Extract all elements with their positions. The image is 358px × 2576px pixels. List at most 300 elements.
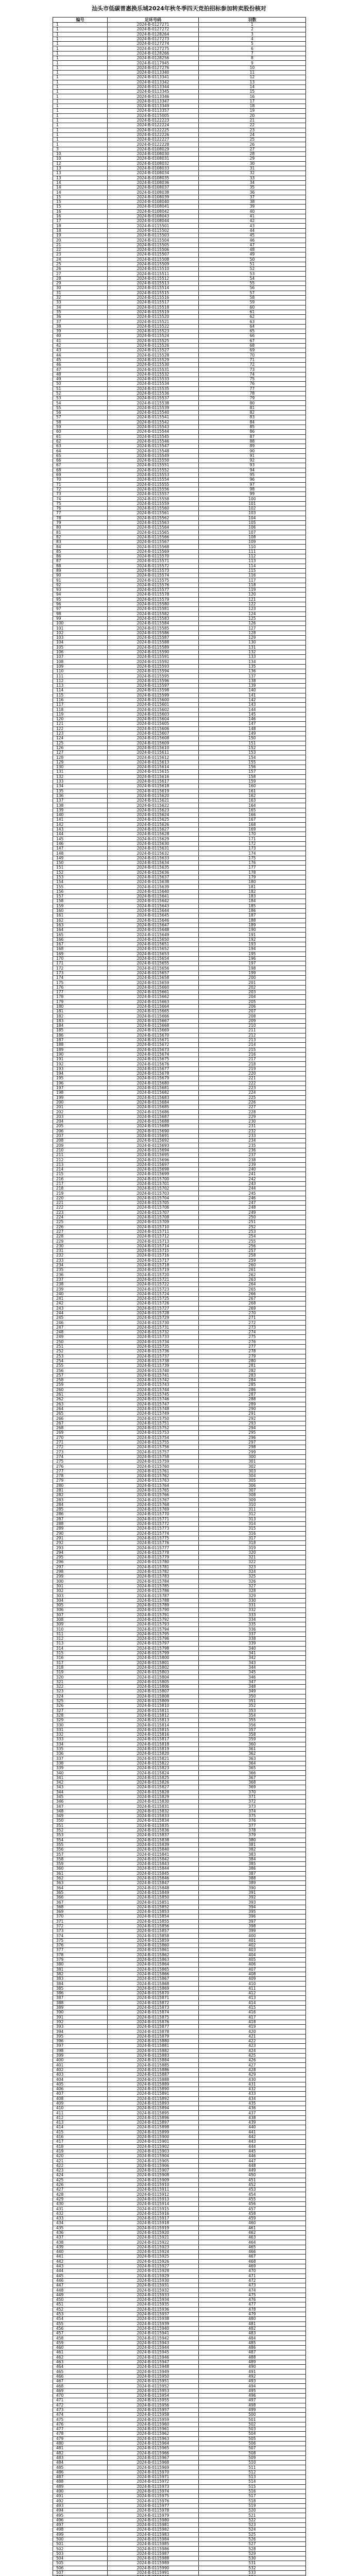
cell-count: 414 — [199, 2001, 306, 2005]
table-row — [53, 1675, 306, 1680]
cell-ring-number: 2024-B-0115881 — [108, 2044, 199, 2048]
cell-id: 386 — [53, 1991, 108, 1996]
cell-count: 25 — [199, 138, 306, 142]
cell-count: 175 — [199, 856, 306, 860]
table-row — [53, 1972, 306, 1976]
cell-id: 191 — [53, 1057, 108, 1062]
table-row — [53, 731, 306, 736]
cell-id: 438 — [53, 2240, 108, 2245]
cell-id: 446 — [53, 2278, 108, 2283]
cell-ring-number: 2024-B-0115935 — [108, 2302, 199, 2307]
cell-count: 511 — [199, 2465, 306, 2470]
cell-count: 162 — [199, 793, 306, 798]
cell-id: 1 — [53, 104, 108, 109]
cell-ring-number: 2024-B-0122224 — [108, 123, 199, 128]
cell-ring-number: 2024-B-0115525 — [108, 338, 199, 343]
cell-ring-number: 2024-B-0115877 — [108, 2025, 199, 2029]
cell-id: 109 — [53, 664, 108, 669]
cell-count: 33 — [199, 176, 306, 180]
cell-id: 114 — [53, 688, 108, 693]
table-row — [53, 846, 306, 851]
table-row — [53, 252, 306, 257]
cell-count: 411 — [199, 1986, 306, 1991]
table-row — [53, 1991, 306, 1996]
table-row — [53, 2134, 306, 2139]
cell-id: 499 — [53, 2532, 108, 2537]
table-row — [53, 650, 306, 654]
cell-id: 75 — [53, 501, 108, 506]
cell-ring-number: 2024-B-0115724 — [108, 1292, 199, 1296]
table-row — [53, 1129, 306, 1133]
cell-count: 465 — [199, 2245, 306, 2249]
cell-id: 15 — [53, 205, 108, 209]
cell-id: 434 — [53, 2221, 108, 2226]
cell-ring-number: 2024-B-0115611 — [108, 751, 199, 755]
cell-id: 196 — [53, 1081, 108, 1086]
cell-ring-number: 2024-B-0115772 — [108, 1521, 199, 1526]
cell-ring-number: 2024-B-0113346 — [108, 94, 199, 99]
cell-ring-number: 2024-B-0115718 — [108, 1263, 199, 1267]
table-row — [53, 2388, 306, 2393]
cell-ring-number: 2024-B-0115879 — [108, 2034, 199, 2039]
cell-count: 199 — [199, 971, 306, 975]
cell-id: 403 — [53, 2073, 108, 2077]
table-row — [53, 659, 306, 664]
table-row — [53, 305, 306, 310]
cell-id: 117 — [53, 703, 108, 707]
cell-count: 320 — [199, 1550, 306, 1555]
cell-ring-number: 2024-B-0115903 — [108, 2149, 199, 2154]
table-row — [53, 2188, 306, 2192]
table-row — [53, 918, 306, 923]
cell-ring-number: 2024-B-0115628 — [108, 832, 199, 837]
ring-number-table — [53, 17, 306, 2576]
cell-count: 431 — [199, 2082, 306, 2087]
cell-count: 386 — [199, 1867, 306, 1871]
cell-id: 81 — [53, 530, 108, 535]
cell-id: 215 — [53, 1172, 108, 1177]
cell-id: 325 — [53, 1699, 108, 1703]
cell-id: 15 — [53, 199, 108, 204]
cell-ring-number: 2024-B-0115845 — [108, 1871, 199, 1876]
cell-count: 124 — [199, 612, 306, 616]
cell-id: 84 — [53, 545, 108, 549]
table-row — [53, 2489, 306, 2494]
cell-id: 454 — [53, 2317, 108, 2321]
table-row — [53, 1383, 306, 1387]
cell-ring-number: 2024-B-0115549 — [108, 453, 199, 458]
table-row — [53, 1665, 306, 1670]
table-row — [53, 621, 306, 626]
cell-ring-number: 2024-B-0115577 — [108, 588, 199, 592]
table-row — [53, 1440, 306, 1445]
cell-id: 464 — [53, 2365, 108, 2369]
cell-count: 73 — [199, 367, 306, 372]
cell-ring-number: 2024-B-0115552 — [108, 468, 199, 472]
cell-id: 27 — [53, 272, 108, 276]
table-row — [53, 812, 306, 817]
cell-count: 349 — [199, 1689, 306, 1694]
cell-ring-number: 2024-B-0115829 — [108, 1794, 199, 1799]
cell-ring-number: 2024-B-0115978 — [108, 2509, 199, 2513]
cell-ring-number: 2024-B-0115784 — [108, 1579, 199, 1584]
cell-id: 500 — [53, 2537, 108, 2541]
cell-ring-number: 2024-B-0115769 — [108, 1507, 199, 1512]
cell-id: 276 — [53, 1464, 108, 1469]
cell-ring-number: 2024-B-0115887 — [108, 2073, 199, 2077]
table-row — [53, 1277, 306, 1282]
cell-count: 51 — [199, 262, 306, 266]
cell-id: 241 — [53, 1296, 108, 1301]
cell-count: 62 — [199, 315, 306, 319]
cell-count: 251 — [199, 1220, 306, 1225]
cell-ring-number: 2024-B-0115707 — [108, 1210, 199, 1215]
table-row — [53, 2163, 306, 2168]
cell-ring-number: 2024-B-0115527 — [108, 348, 199, 353]
cell-count: 383 — [199, 1852, 306, 1857]
cell-ring-number: 2024-B-0115950 — [108, 2374, 199, 2379]
table-row — [53, 1981, 306, 1986]
cell-ring-number: 2024-B-0115830 — [108, 1800, 199, 1804]
cell-id: 1 — [53, 113, 108, 118]
cell-ring-number: 2024-B-0115691 — [108, 1133, 199, 1138]
cell-id: 192 — [53, 1062, 108, 1066]
cell-id: 504 — [53, 2556, 108, 2561]
cell-id: 484 — [53, 2461, 108, 2465]
table-row — [53, 267, 306, 272]
cell-count: 425 — [199, 2053, 306, 2058]
cell-count: 106 — [199, 526, 306, 530]
cell-count: 122 — [199, 602, 306, 606]
cell-count: 297 — [199, 1440, 306, 1445]
cell-count: 522 — [199, 2518, 306, 2522]
cell-count: 41 — [199, 214, 306, 218]
cell-count: 196 — [199, 956, 306, 961]
cell-count: 32 — [199, 171, 306, 176]
cell-count: 281 — [199, 1364, 306, 1368]
table-row — [53, 1316, 306, 1320]
cell-count: 366 — [199, 1771, 306, 1775]
cell-id: 1 — [53, 70, 108, 75]
cell-id: 50 — [53, 382, 108, 386]
cell-count: 104 — [199, 516, 306, 520]
table-row — [53, 1181, 306, 1186]
cell-id: 128 — [53, 755, 108, 760]
cell-ring-number: 2024-B-0115522 — [108, 324, 199, 329]
cell-ring-number: 2024-B-0115593 — [108, 664, 199, 669]
cell-ring-number: 2024-B-0115855 — [108, 1919, 199, 1924]
cell-ring-number: 2024-B-0115666 — [108, 1014, 199, 1019]
cell-count: 499 — [199, 2408, 306, 2412]
cell-ring-number: 2024-B-0115678 — [108, 1072, 199, 1076]
cell-ring-number: 2024-B-0115889 — [108, 2082, 199, 2087]
cell-count: 396 — [199, 1914, 306, 1919]
cell-ring-number: 2024-B-0115748 — [108, 1406, 199, 1411]
cell-id: 311 — [53, 1632, 108, 1636]
cell-id: 71 — [53, 482, 108, 487]
cell-ring-number: 2024-B-0115613 — [108, 760, 199, 765]
table-row — [53, 75, 306, 80]
cell-ring-number: 2024-B-0115714 — [108, 1244, 199, 1248]
table-row — [53, 1445, 306, 1450]
cell-ring-number: 2024-B-0115813 — [108, 1718, 199, 1723]
table-row — [53, 2111, 306, 2115]
table-row — [53, 257, 306, 262]
table-row — [53, 1282, 306, 1287]
cell-id: 365 — [53, 1890, 108, 1895]
table-row — [53, 885, 306, 889]
cell-id: 39 — [53, 329, 108, 334]
cell-ring-number: 2024-B-0113341 — [108, 75, 199, 80]
cell-id: 125 — [53, 741, 108, 745]
cell-id: 170 — [53, 956, 108, 961]
cell-id: 327 — [53, 1708, 108, 1713]
cell-count: 329 — [199, 1594, 306, 1598]
table-row — [53, 247, 306, 252]
cell-ring-number: 2024-B-0115587 — [108, 636, 199, 640]
cell-id: 279 — [53, 1479, 108, 1483]
table-row — [53, 1110, 306, 1114]
cell-count: 275 — [199, 1335, 306, 1340]
table-row — [53, 358, 306, 362]
cell-ring-number: 2024-B-0115650 — [108, 937, 199, 942]
cell-count: 5 — [199, 42, 306, 46]
cell-ring-number: 2024-B-0115779 — [108, 1555, 199, 1560]
table-row — [53, 554, 306, 558]
cell-count: 21 — [199, 118, 306, 123]
cell-id: 182 — [53, 1014, 108, 1019]
cell-id: 66 — [53, 459, 108, 463]
cell-ring-number: 2024-B-0115918 — [108, 2221, 199, 2226]
cell-count: 324 — [199, 1569, 306, 1574]
table-row — [53, 1627, 306, 1632]
cell-count: 263 — [199, 1277, 306, 1282]
cell-ring-number: 2024-B-0115937 — [108, 2312, 199, 2316]
cell-id: 487 — [53, 2475, 108, 2480]
table-row — [53, 942, 306, 947]
cell-ring-number: 2024-B-0115541 — [108, 415, 199, 420]
cell-id: 92 — [53, 583, 108, 587]
cell-count: 246 — [199, 1196, 306, 1200]
cell-count: 422 — [199, 2039, 306, 2043]
cell-ring-number: 2024-B-0115561 — [108, 511, 199, 516]
cell-count: 13 — [199, 80, 306, 84]
cell-id: 167 — [53, 942, 108, 947]
cell-id: 60 — [53, 430, 108, 434]
cell-ring-number: 2024-B-0115840 — [108, 1848, 199, 1852]
table-row — [53, 2029, 306, 2034]
table-row — [53, 636, 306, 640]
cell-ring-number: 2024-B-0115862 — [108, 1953, 199, 1957]
cell-count: 475 — [199, 2293, 306, 2297]
cell-id: 305 — [53, 1603, 108, 1607]
cell-id: 193 — [53, 1066, 108, 1071]
cell-id: 393 — [53, 2025, 108, 2029]
cell-id: 176 — [53, 985, 108, 990]
cell-id: 278 — [53, 1473, 108, 1478]
cell-id: 273 — [53, 1450, 108, 1454]
cell-count: 350 — [199, 1694, 306, 1699]
cell-ring-number: 2024-B-0108037 — [108, 185, 199, 190]
table-row — [53, 1957, 306, 1962]
cell-id: 303 — [53, 1594, 108, 1598]
cell-count: 208 — [199, 1014, 306, 1019]
cell-ring-number: 2024-B-0115756 — [108, 1445, 199, 1450]
cell-id: 1 — [53, 142, 108, 147]
table-row — [53, 1862, 306, 1867]
cell-count: 70 — [199, 353, 306, 358]
cell-count: 195 — [199, 952, 306, 956]
cell-id: 140 — [53, 812, 108, 817]
cell-count: 102 — [199, 506, 306, 511]
table-row — [53, 1608, 306, 1613]
cell-id: 471 — [53, 2398, 108, 2403]
cell-count: 490 — [199, 2365, 306, 2369]
cell-ring-number: 2024-B-0115548 — [108, 449, 199, 453]
table-row — [53, 1253, 306, 1258]
cell-ring-number: 2024-B-0115729 — [108, 1316, 199, 1320]
cell-id: 453 — [53, 2312, 108, 2316]
cell-count: 217 — [199, 1057, 306, 1062]
cell-count: 54 — [199, 276, 306, 281]
cell-count: 30 — [199, 161, 306, 166]
cell-ring-number: 2024-B-0115943 — [108, 2341, 199, 2345]
cell-id: 1 — [53, 99, 108, 104]
cell-count: 289 — [199, 1402, 306, 1406]
cell-count: 487 — [199, 2350, 306, 2355]
cell-count: 169 — [199, 827, 306, 832]
cell-id: 126 — [53, 745, 108, 750]
cell-count: 306 — [199, 1483, 306, 1488]
table-row — [53, 199, 306, 204]
table-row — [53, 329, 306, 334]
table-row — [53, 568, 306, 573]
cell-ring-number: 2024-B-0115733 — [108, 1335, 199, 1340]
cell-ring-number: 2024-B-0115575 — [108, 578, 199, 583]
table-row — [53, 1819, 306, 1823]
cell-id: 142 — [53, 822, 108, 827]
table-row — [53, 1800, 306, 1804]
cell-ring-number: 2024-B-0115976 — [108, 2499, 199, 2503]
table-row — [53, 152, 306, 157]
table-row — [53, 880, 306, 885]
cell-ring-number: 2024-B-0115657 — [108, 971, 199, 975]
table-row — [53, 1574, 306, 1579]
cell-id: 249 — [53, 1335, 108, 1340]
cell-ring-number: 2024-B-0115871 — [108, 1996, 199, 2001]
table-row — [53, 1014, 306, 1019]
cell-ring-number: 2024-B-0115636 — [108, 870, 199, 875]
cell-id: 1 — [53, 27, 108, 32]
cell-count: 290 — [199, 1406, 306, 1411]
cell-count: 274 — [199, 1330, 306, 1335]
cell-ring-number: 2024-B-0115506 — [108, 247, 199, 252]
cell-id: 37 — [53, 319, 108, 324]
cell-ring-number: 2024-B-0115987 — [108, 2551, 199, 2556]
cell-ring-number: 2024-B-0115867 — [108, 1977, 199, 1981]
cell-ring-number: 2024-B-0115834 — [108, 1819, 199, 1823]
cell-id: 461 — [53, 2350, 108, 2355]
cell-id: 1 — [53, 138, 108, 142]
cell-id: 507 — [53, 2570, 108, 2575]
cell-count: 103 — [199, 511, 306, 516]
cell-count: 428 — [199, 2067, 306, 2072]
cell-ring-number: 2024-B-0115705 — [108, 1201, 199, 1206]
cell-id: 445 — [53, 2274, 108, 2278]
table-row — [53, 545, 306, 549]
cell-count: 311 — [199, 1507, 306, 1512]
table-row — [53, 1095, 306, 1100]
cell-id: 51 — [53, 386, 108, 391]
cell-count: 213 — [199, 1038, 306, 1042]
cell-ring-number: 2024-B-0115820 — [108, 1752, 199, 1756]
table-row — [53, 2226, 306, 2230]
cell-ring-number: 2024-B-0115693 — [108, 1143, 199, 1148]
cell-count: 50 — [199, 257, 306, 262]
cell-ring-number: 2024-B-0115669 — [108, 1028, 199, 1033]
table-row — [53, 1320, 306, 1325]
cell-count: 221 — [199, 1076, 306, 1081]
table-row — [53, 956, 306, 961]
table-row — [53, 2235, 306, 2240]
cell-ring-number: 2024-B-0115767 — [108, 1498, 199, 1502]
cell-ring-number: 2024-B-0115647 — [108, 923, 199, 927]
cell-count: 480 — [199, 2317, 306, 2321]
cell-ring-number: 2024-B-0115617 — [108, 779, 199, 784]
cell-count: 421 — [199, 2034, 306, 2039]
cell-ring-number: 2024-B-0115836 — [108, 1828, 199, 1833]
cell-id: 152 — [53, 870, 108, 875]
cell-count: 355 — [199, 1718, 306, 1723]
table-row — [53, 607, 306, 612]
cell-ring-number: 2024-B-0115672 — [108, 1043, 199, 1047]
table-row — [53, 774, 306, 779]
cell-id: 145 — [53, 837, 108, 841]
cell-id: 212 — [53, 1158, 108, 1162]
cell-count: 173 — [199, 846, 306, 851]
cell-id: 440 — [53, 2250, 108, 2255]
cell-id: 427 — [53, 2188, 108, 2192]
cell-id: 333 — [53, 1737, 108, 1742]
table-row — [53, 2173, 306, 2178]
cell-id: 367 — [53, 1900, 108, 1905]
table-row — [53, 37, 306, 41]
cell-id: 424 — [53, 2173, 108, 2178]
cell-ring-number: 2024-B-0115860 — [108, 1943, 199, 1948]
cell-count: 126 — [199, 621, 306, 626]
table-row — [53, 770, 306, 774]
table-row — [53, 683, 306, 688]
cell-id: 199 — [53, 1095, 108, 1100]
cell-ring-number: 2024-B-0115961 — [108, 2427, 199, 2432]
table-row — [53, 334, 306, 338]
cell-ring-number: 2024-B-0115870 — [108, 1991, 199, 1996]
table-row — [53, 1517, 306, 1521]
cell-id: 321 — [53, 1680, 108, 1684]
cell-id: 476 — [53, 2422, 108, 2427]
cell-count: 239 — [199, 1162, 306, 1167]
cell-count: 254 — [199, 1234, 306, 1239]
cell-id: 227 — [53, 1229, 108, 1234]
cell-ring-number: 2024-B-0115005 — [108, 113, 199, 118]
cell-count: 198 — [199, 966, 306, 971]
table-row — [53, 741, 306, 745]
cell-ring-number: 2024-B-0115641 — [108, 894, 199, 899]
cell-ring-number: 2024-B-0115861 — [108, 1948, 199, 1953]
table-row — [53, 2216, 306, 2221]
cell-count: 388 — [199, 1876, 306, 1880]
cell-ring-number: 2024-B-0115624 — [108, 812, 199, 817]
